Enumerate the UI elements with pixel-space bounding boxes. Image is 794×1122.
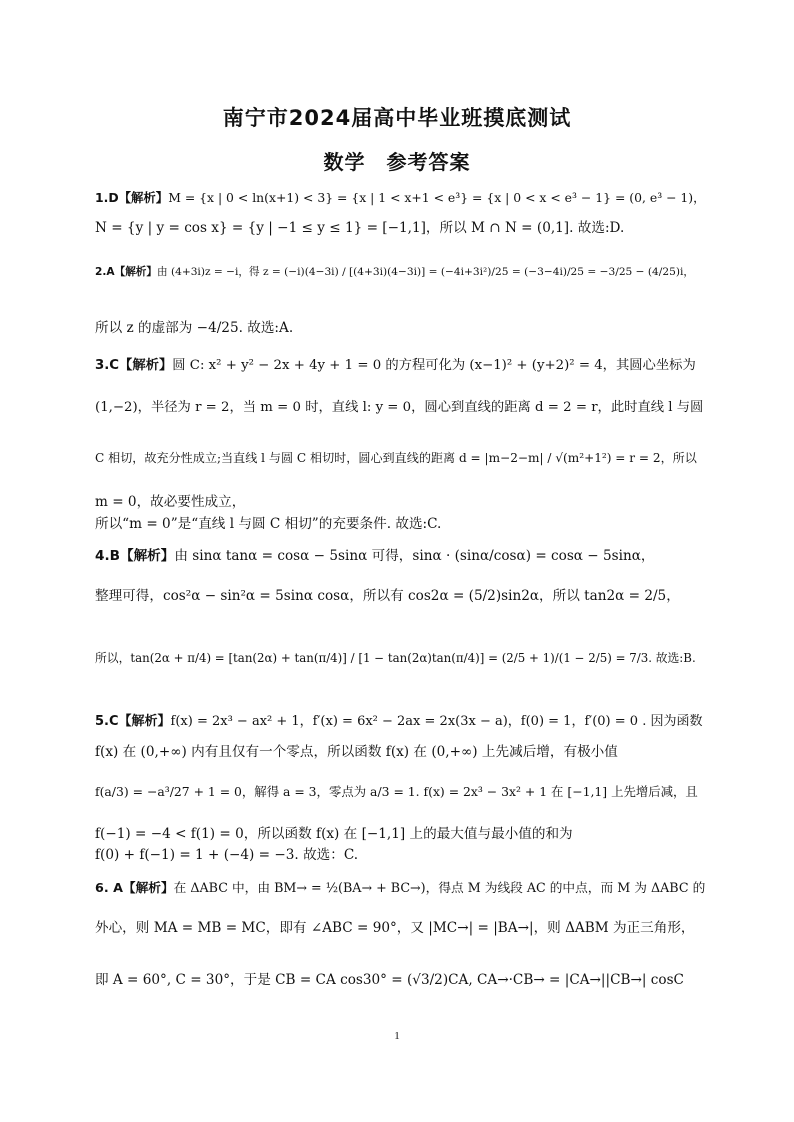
- answer-tag: 6. A【解析】: [95, 880, 174, 895]
- answer-text: 在 ΔABC 中，由 BM→ = ½(BA→ + BC→)，得点 M 为线段 AC 的中点，而 M 为 ΔABC 的: [173, 880, 706, 895]
- answer-text: f(−1) = −4 < f(1) = 0，所以函数 f(x) 在 [−1,1] 上的最大值与最小值的和为: [95, 826, 573, 842]
- answer-text: f(a/3) = −a³/27 + 1 = 0，解得 a = 3，零点为 a/3 = 1. f(x) = 2x³ − 3x² + 1 在 [−1,1] 上先增后减，且: [95, 784, 698, 799]
- answer-text: 圆 C: x² + y² − 2x + 4y + 1 = 0 的方程可化为 (x−1)² + (y+2)² = 4，其圆心坐标为: [172, 358, 696, 373]
- answer-text: 由 (4+3i)z = −i，得 z = (−i)(4−3i) / [(4+3i)(4−3i)] = (−4i+3i²)/25 = (−3−4i)/25 = −3/25 − (4/25)i，: [156, 266, 694, 278]
- answer-line: [95, 845, 707, 865]
- answer-text: f(x) = 2x³ − ax² + 1，f′(x) = 6x² − 2ax = 2x(3x − a)，f(0) = 1，f′(0) = 0 . 因为函数: [170, 714, 703, 729]
- answer-tag: 4.B【解析】: [95, 548, 175, 564]
- answer-line: [95, 824, 707, 844]
- answer-text: 所以，tan(2α + π/4) = [tan(2α) + tan(π/4)] / [1 − tan(2α)tan(π/4)] = (2/5 + 1)/(1 − 2/5) = 7/3. 故选:B.: [95, 651, 696, 665]
- answer-text: 所以“m = 0”是“直线 l 与圆 C 相切”的充要条件. 故选:C.: [95, 516, 442, 532]
- answer-line: [95, 448, 707, 468]
- answer-text: (1,−2)，半径为 r = 2，当 m = 0 时，直线 l: y = 0，圆心到直线的距离 d = 2 = r，此时直线 l 与圆: [95, 400, 704, 415]
- answer-line: [95, 970, 707, 990]
- answer-line: [95, 218, 707, 238]
- answer-line: [95, 648, 707, 668]
- answer-line: [95, 586, 707, 606]
- answer-line: [95, 398, 707, 418]
- page-subtitle: 数学 参考答案: [323, 150, 471, 174]
- answer-text: C 相切，故充分性成立;当直线 l 与圆 C 相切时，圆心到直线的距离 d = |m−2−m| / √(m²+1²) = r = 2，所以: [95, 451, 697, 465]
- answer-line: [95, 878, 707, 898]
- answer-line: [95, 782, 707, 802]
- answer-text: 外心，则 MA = MB = MC，即有 ∠ABC = 90°，又 |MC→| = |BA→|，则 ΔABM 为正三角形，: [95, 920, 695, 936]
- answer-line: [95, 188, 707, 208]
- answer-text: f(0) + f(−1) = 1 + (−4) = −3. 故选：C.: [95, 847, 359, 863]
- answer-text: N = {y | y = cos x} = {y | −1 ≤ y ≤ 1} = [−1,1]，所以 M ∩ N = (0,1]. 故选:D.: [95, 220, 625, 236]
- answer-text: f(x) 在 (0,+∞) 内有且仅有一个零点，所以函数 f(x) 在 (0,+∞) 上先减后增，有极小值: [95, 744, 618, 760]
- page-number: 1: [394, 1030, 400, 1042]
- answer-line: [95, 742, 707, 762]
- answer-text: 所以 z 的虚部为 −4/25. 故选:A.: [95, 320, 294, 336]
- answer-line: [95, 262, 707, 282]
- answer-line: [95, 918, 707, 938]
- answer-tag: 3.C【解析】: [95, 358, 173, 373]
- answer-line: [95, 712, 707, 732]
- answer-text: 由 sinα tanα = cosα − 5sinα 可得，sinα · (sinα/cosα) = cosα − 5sinα，: [174, 548, 655, 564]
- answer-text: M = {x | 0 < ln(x+1) < 3} = {x | 1 < x+1 < e³} = {x | 0 < x < e³ − 1} = (0, e³ − 1)，: [168, 190, 706, 205]
- page-title: 南宁市2024届高中毕业班摸底测试: [222, 106, 572, 130]
- answer-line: [95, 356, 707, 376]
- answer-line: [95, 546, 707, 566]
- answer-tag: 2.A【解析】: [95, 266, 157, 278]
- answer-line: [95, 492, 707, 512]
- answer-tag: 5.C【解析】: [95, 714, 171, 729]
- answer-tag: 1.D【解析】: [95, 190, 169, 205]
- answer-text: 即 A = 60°, C = 30°，于是 CB = CA cos30° = (√3/2)CA, CA→·CB→ = |CA→||CB→| cosC: [95, 972, 684, 988]
- answer-line: [95, 318, 707, 338]
- answer-text: 整理可得，cos²α − sin²α = 5sinα cosα，所以有 cos2α = (5/2)sin2α，所以 tan2α = 2/5，: [95, 588, 680, 604]
- answer-text: m = 0，故必要性成立，: [95, 494, 246, 510]
- answer-line: [95, 514, 707, 534]
